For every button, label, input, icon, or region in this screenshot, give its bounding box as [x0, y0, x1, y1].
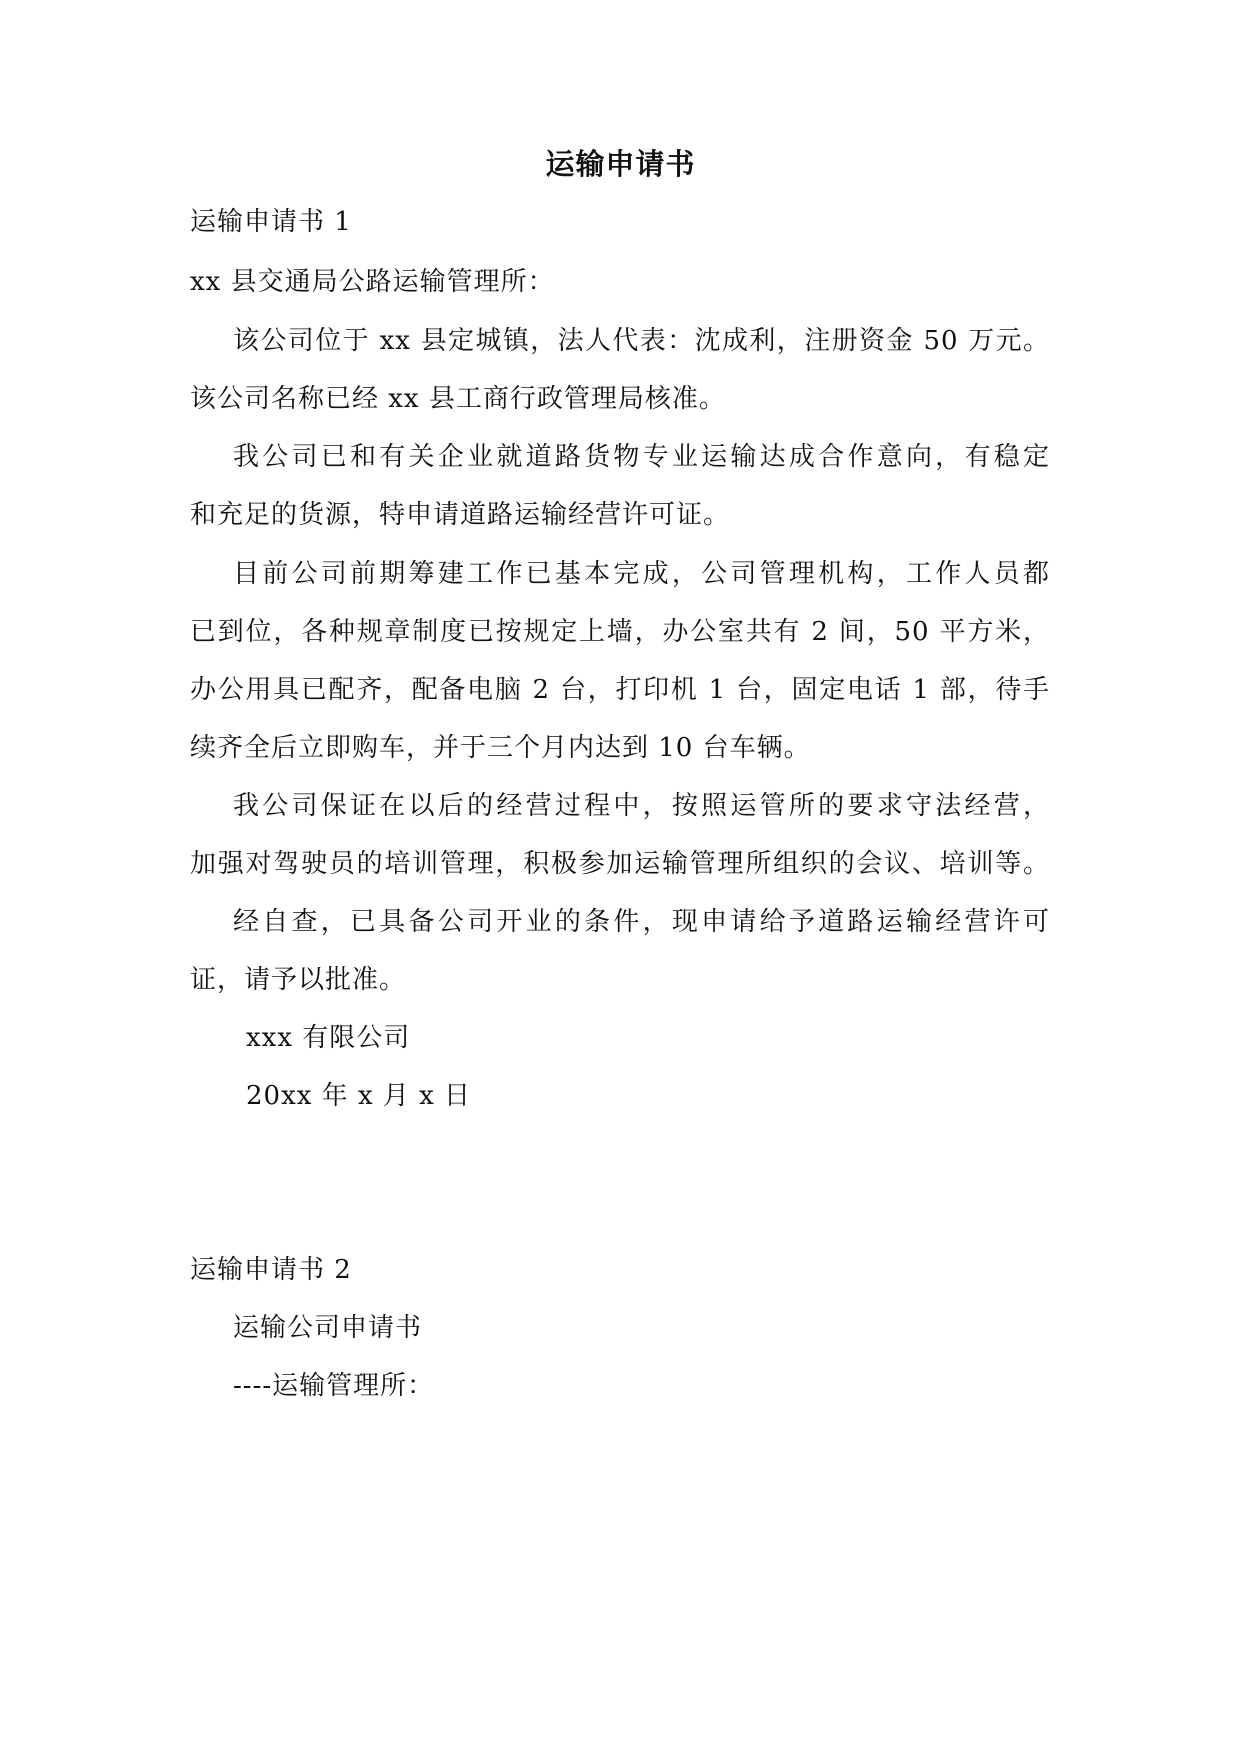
paragraph-2-line-1: 我公司已和有关企业就道路货物专业运输达成合作意向，有稳定	[233, 442, 1050, 472]
paragraph-5-line-2: 证，请予以批准。	[190, 965, 407, 995]
paragraph-3-line-1: 目前公司前期筹建工作已基本完成，公司管理机构，工作人员都	[233, 559, 1050, 589]
paragraph-2-line-2: 和充足的货源，特申请道路运输经营许可证。	[190, 500, 731, 530]
document-title: 运输申请书	[545, 147, 696, 181]
paragraph-5-line-1: 经自查，已具备公司开业的条件，现申请给予道路运输经营许可	[233, 907, 1050, 937]
paragraph-3-line-2: 已到位，各种规章制度已按规定上墙，办公室共有 2 间，50 平方米，	[190, 617, 1050, 647]
section-2-heading: 运输申请书 2	[190, 1255, 352, 1285]
paragraph-4-line-1: 我公司保证在以后的经营过程中，按照运管所的要求守法经营，	[233, 791, 1050, 821]
paragraph-4-line-2: 加强对驾驶员的培训管理，积极参加运输管理所组织的会议、培训等。	[190, 849, 1050, 879]
signature-date: 20xx 年 x 月 x 日	[246, 1081, 472, 1111]
section-2-subtitle: 运输公司申请书	[233, 1313, 423, 1343]
section-1-heading: 运输申请书 1	[190, 207, 352, 237]
signature-company: xxx 有限公司	[246, 1023, 411, 1053]
paragraph-3-line-3: 办公用具已配齐，配备电脑 2 台，打印机 1 台，固定电话 1 部，待手	[190, 675, 1050, 705]
paragraph-1-line-1: 该公司位于 xx 县定城镇，法人代表：沈成利，注册资金 50 万元。	[233, 326, 1050, 356]
section-1-addressee: xx 县交通局公路运输管理所：	[190, 267, 555, 297]
paragraph-3-line-4: 续齐全后立即购车，并于三个月内达到 10 台车辆。	[190, 733, 811, 763]
paragraph-1-line-2: 该公司名称已经 xx 县工商行政管理局核准。	[190, 384, 726, 414]
section-2-addressee: ----运输管理所：	[233, 1371, 435, 1401]
